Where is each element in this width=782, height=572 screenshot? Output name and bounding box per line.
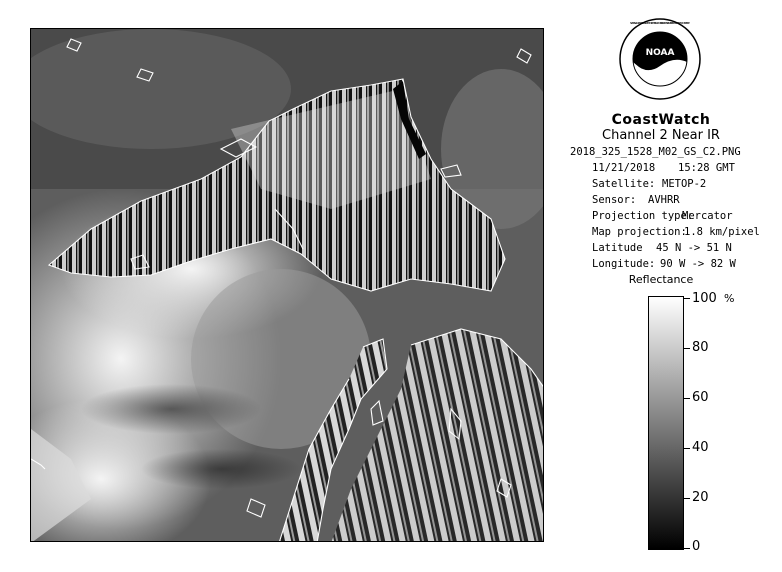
logo-center-text: NOAA (645, 48, 675, 58)
tick-mark (684, 348, 690, 349)
tick-label: 0 (692, 539, 701, 554)
tick-label: 40 (692, 440, 709, 455)
tick-mark (684, 498, 690, 499)
tick-label: 60 (692, 390, 709, 405)
map-projection-value: 1.8 km/pixel (684, 226, 760, 238)
latitude-value: 45 N -> 51 N (656, 242, 732, 254)
satellite-value: METOP-2 (662, 178, 707, 190)
tick-label: 100 (692, 291, 717, 306)
channel-subtitle: Channel 2 Near IR (602, 128, 720, 143)
longitude-label: Longitude: (592, 258, 656, 270)
date-value: 11/21/2018 (592, 162, 656, 174)
tick-mark (684, 448, 690, 449)
sensor-label: Sensor: (592, 194, 637, 206)
projection-value: Mercator (682, 210, 733, 222)
tick-label: 80 (692, 340, 709, 355)
tick-mark (684, 548, 690, 549)
legend-unit: % (724, 292, 735, 305)
product-title: CoastWatch (611, 112, 711, 128)
projection-label: Projection type: (592, 210, 694, 222)
satellite-image (30, 28, 544, 542)
time-value: 15:28 GMT (678, 162, 735, 174)
longitude-value: 90 W -> 82 W (660, 258, 736, 270)
tick-label: 20 (692, 490, 709, 505)
filename: 2018_325_1528_M02_GS_C2.PNG (570, 146, 741, 158)
noaa-logo (619, 18, 701, 100)
sensor-value: AVHRR (648, 194, 680, 206)
logo-ring-text: NATIONAL OCEANIC AND ATMOSPHERIC ADMINISTRATION · U.S. DEPARTMENT OF COMMERCE (630, 21, 690, 25)
tick-mark (684, 398, 690, 399)
satellite-label: Satellite: (592, 178, 656, 190)
legend-title: Reflectance (628, 273, 694, 286)
map-projection-label: Map projection: (592, 226, 687, 238)
latitude-label: Latitude (592, 242, 643, 254)
tick-mark (684, 298, 690, 299)
reflectance-scale-bar (648, 296, 684, 550)
